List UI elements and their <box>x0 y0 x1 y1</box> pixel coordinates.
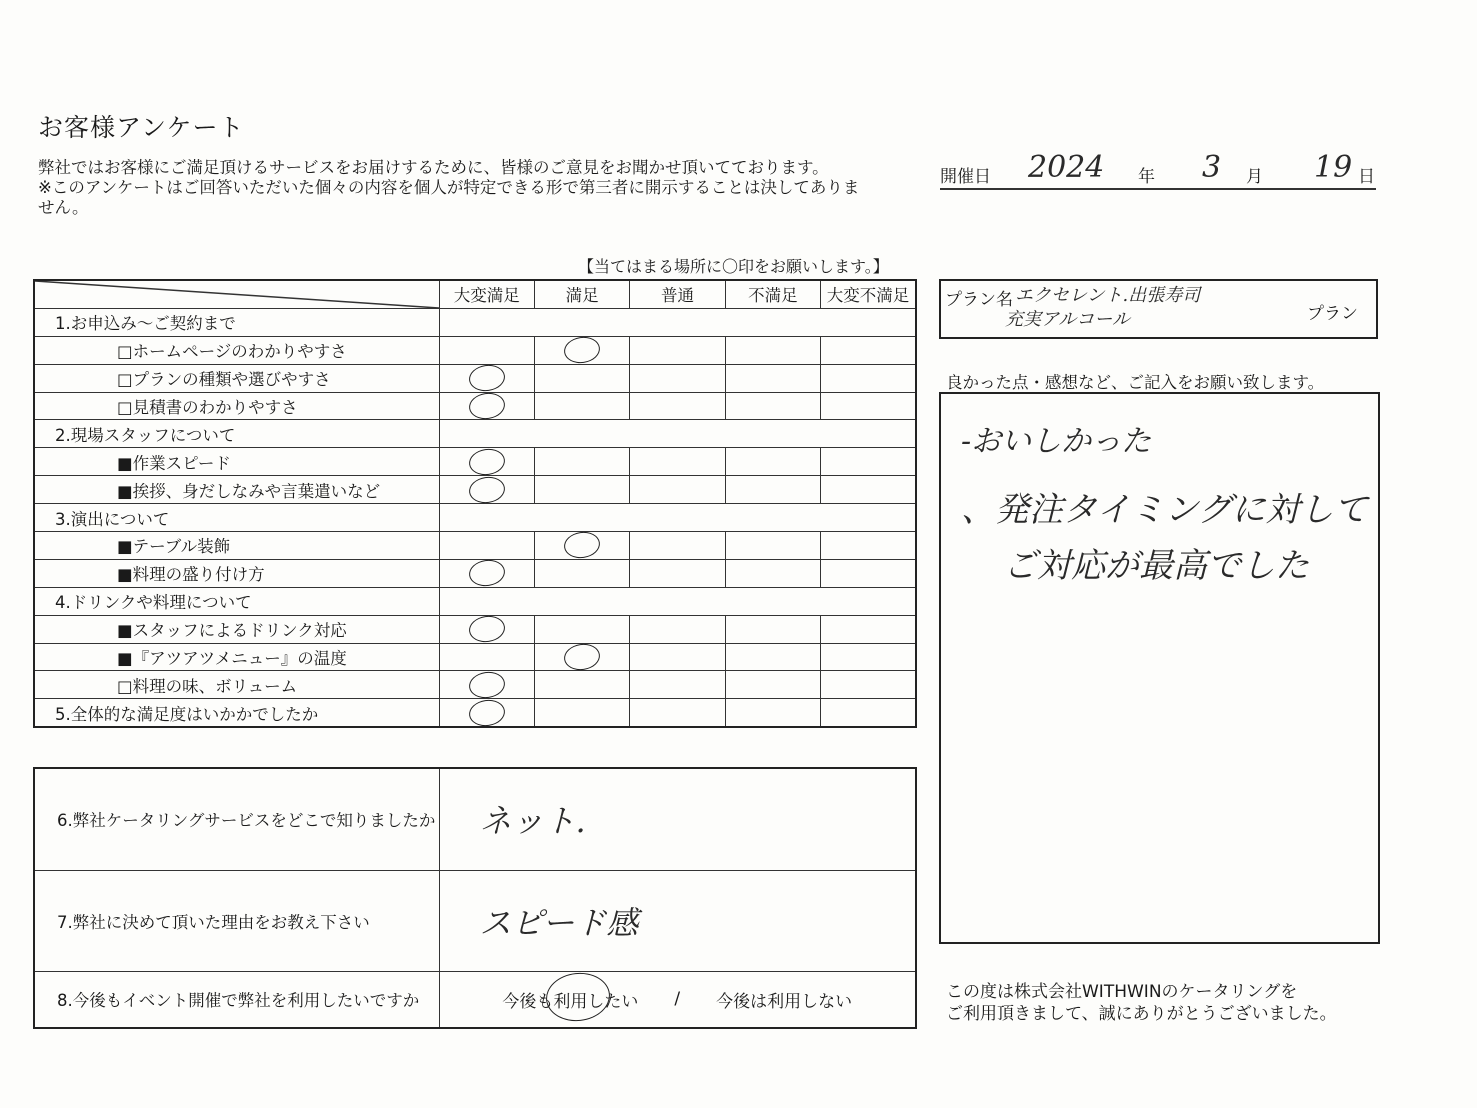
questions-table <box>33 767 917 1029</box>
rating-cell[interactable] <box>439 532 534 560</box>
rating-cell[interactable] <box>725 448 820 476</box>
rating-cell[interactable] <box>534 699 629 727</box>
rating-cell[interactable] <box>821 671 916 699</box>
rating-cell[interactable] <box>725 615 820 643</box>
rating-row <box>34 532 916 560</box>
rating-label: ■挨拶、身だしなみや言葉遣いなど <box>34 476 439 504</box>
rating-cell[interactable] <box>821 699 916 727</box>
intro-text <box>38 158 908 218</box>
rating-cell[interactable] <box>439 671 534 699</box>
date-year-value: 2024 <box>1028 150 1105 185</box>
rating-cell[interactable] <box>630 364 725 392</box>
circle-mark-icon <box>467 670 506 701</box>
thanks-line: ご利用頂きまして、誠にありがとうございました。 <box>946 1004 1337 1024</box>
rating-row <box>34 615 916 643</box>
rating-label: ■作業スピード <box>34 448 439 476</box>
date-month-value: 3 <box>1202 150 1222 185</box>
rating-cell[interactable] <box>821 476 916 504</box>
rating-cell[interactable] <box>630 476 725 504</box>
rating-row <box>34 699 916 727</box>
rating-cell[interactable] <box>725 532 820 560</box>
rating-label: □プランの種類や選びやすさ <box>34 364 439 392</box>
rating-cell[interactable] <box>439 643 534 671</box>
rating-cell[interactable] <box>534 392 629 420</box>
rating-cell[interactable] <box>821 392 916 420</box>
option-separator: / <box>674 989 681 1010</box>
rating-label: ■テーブル装飾 <box>34 532 439 560</box>
circle-mark-icon <box>467 474 506 505</box>
question-answer: ネット. <box>439 768 916 870</box>
rating-label: ■スタッフによるドリンク対応 <box>34 615 439 643</box>
comment-line: -おいしかった <box>961 424 1152 459</box>
question-row <box>34 971 916 1028</box>
section-label: 1.お申込み～ご契約まで <box>34 308 439 336</box>
rating-row <box>34 448 916 476</box>
column-header: 大変不満足 <box>821 280 916 308</box>
rating-cell[interactable] <box>439 448 534 476</box>
section-spacer <box>439 420 916 448</box>
ratings-body <box>34 308 916 727</box>
rating-cell[interactable] <box>725 476 820 504</box>
rating-row <box>34 392 916 420</box>
rating-cell[interactable] <box>534 448 629 476</box>
option-use-again[interactable]: 今後も利用したい <box>502 987 638 1012</box>
question-label: 8.今後もイベント開催で弊社を利用したいですか <box>34 971 439 1028</box>
rating-cell[interactable] <box>725 392 820 420</box>
section-label: 3.演出について <box>34 504 439 532</box>
rating-row <box>34 559 916 587</box>
rating-cell[interactable] <box>534 559 629 587</box>
plan-value-line2: 充実アルコール <box>1005 309 1130 330</box>
circle-mark-icon <box>467 697 506 728</box>
circle-mark-icon <box>467 558 506 589</box>
rating-cell[interactable] <box>439 699 534 727</box>
rating-label: □料理の味、ボリューム <box>34 671 439 699</box>
rating-row <box>34 476 916 504</box>
rating-row <box>34 336 916 364</box>
rating-cell[interactable] <box>439 392 534 420</box>
thanks-line: この度は株式会社WITHWINのケータリングを <box>946 982 1298 1002</box>
rating-cell[interactable] <box>821 336 916 364</box>
date-day-unit: 日 <box>1358 167 1375 187</box>
rating-label: □ホームページのわかりやすさ <box>34 336 439 364</box>
rating-cell[interactable] <box>630 559 725 587</box>
ratings-instruction: 【当てはまる場所に〇印をお願いします。】 <box>578 257 889 276</box>
circle-mark-icon <box>467 446 506 477</box>
column-header: 大変満足 <box>439 280 534 308</box>
section-row <box>34 504 916 532</box>
thanks-message <box>946 981 1337 1025</box>
plan-suffix: プラン <box>1307 304 1358 324</box>
question-label: 6.弊社ケータリングサービスをどこで知りましたか <box>34 768 439 870</box>
rating-label: 5.全体的な満足度はいかかでしたか <box>34 699 439 727</box>
column-header: 不満足 <box>725 280 820 308</box>
section-spacer <box>439 308 916 336</box>
question-row <box>34 768 916 870</box>
circle-mark-icon <box>467 363 506 394</box>
section-row <box>34 420 916 448</box>
intro-line: せん。 <box>38 198 89 217</box>
rating-row <box>34 643 916 671</box>
rating-cell[interactable] <box>725 336 820 364</box>
plan-name-box <box>939 279 1378 339</box>
intro-line: ※このアンケートはご回答いただいた個々の内容を個人が特定できる形で第三者に開示することは決してありま <box>38 178 860 197</box>
date-day-value: 19 <box>1314 150 1353 185</box>
rating-cell[interactable] <box>821 532 916 560</box>
question-options <box>439 971 916 1028</box>
rating-label: ■『アツアツメニュー』の温度 <box>34 643 439 671</box>
rating-cell[interactable] <box>439 336 534 364</box>
section-label: 2.現場スタッフについて <box>34 420 439 448</box>
rating-cell[interactable] <box>821 364 916 392</box>
rating-cell[interactable] <box>534 671 629 699</box>
rating-cell[interactable] <box>725 559 820 587</box>
rating-cell[interactable] <box>534 336 629 364</box>
column-header: 普通 <box>630 280 725 308</box>
comment-line: ご対応が最高でした <box>1003 546 1309 586</box>
date-label: 開催日 <box>940 167 991 187</box>
survey-title: お客様アンケート <box>38 113 245 142</box>
comment-box[interactable] <box>939 392 1380 944</box>
rating-cell[interactable] <box>725 643 820 671</box>
rating-label: ■料理の盛り付け方 <box>34 559 439 587</box>
rating-cell[interactable] <box>630 448 725 476</box>
rating-cell[interactable] <box>630 671 725 699</box>
date-month-unit: 月 <box>1246 167 1263 187</box>
rating-cell[interactable] <box>534 476 629 504</box>
ratings-header-row <box>34 280 916 308</box>
circle-mark-icon <box>562 642 601 673</box>
rating-cell[interactable] <box>725 699 820 727</box>
date-year-unit: 年 <box>1138 167 1155 187</box>
rating-cell[interactable] <box>630 532 725 560</box>
plan-label: プラン名 <box>945 290 1013 310</box>
rating-cell[interactable] <box>821 559 916 587</box>
rating-cell[interactable] <box>534 615 629 643</box>
comment-label: 良かった点・感想など、ご記入をお願い致します。 <box>946 373 1325 392</box>
rating-row <box>34 364 916 392</box>
rating-cell[interactable] <box>821 643 916 671</box>
ratings-table <box>33 279 917 728</box>
rating-cell[interactable] <box>725 364 820 392</box>
rating-cell[interactable] <box>821 448 916 476</box>
question-label: 7.弊社に決めて頂いた理由をお教え下さい <box>34 870 439 971</box>
circle-mark-icon <box>467 614 506 645</box>
rating-cell[interactable] <box>439 615 534 643</box>
rating-cell[interactable] <box>630 392 725 420</box>
rating-cell[interactable] <box>534 532 629 560</box>
section-row <box>34 587 916 615</box>
rating-cell[interactable] <box>630 699 725 727</box>
rating-cell[interactable] <box>439 559 534 587</box>
section-spacer <box>439 587 916 615</box>
intro-line: 弊社ではお客様にご満足頂けるサービスをお届けするために、皆様のご意見をお聞かせ頂いてております。 <box>38 158 829 177</box>
rating-cell[interactable] <box>439 476 534 504</box>
section-label: 4.ドリンクや料理について <box>34 587 439 615</box>
rating-row <box>34 671 916 699</box>
rating-cell[interactable] <box>630 615 725 643</box>
rating-label: □見積書のわかりやすさ <box>34 392 439 420</box>
section-row <box>34 308 916 336</box>
rating-cell[interactable] <box>630 643 725 671</box>
question-row <box>34 870 916 971</box>
circle-mark-icon <box>562 530 601 561</box>
column-header: 満足 <box>534 280 629 308</box>
circle-mark-icon <box>562 335 601 366</box>
rating-cell[interactable] <box>534 364 629 392</box>
question-answer: スピード感 <box>439 870 916 971</box>
rating-cell[interactable] <box>439 364 534 392</box>
header-diagonal-cell <box>34 280 439 308</box>
option-not-use[interactable]: 今後は利用しない <box>716 991 853 1012</box>
plan-value-line1: エクセレント.出張寿司 <box>1015 285 1201 306</box>
rating-cell[interactable] <box>725 671 820 699</box>
comment-line: 、発注タイミングに対して <box>961 490 1368 530</box>
section-spacer <box>439 504 916 532</box>
rating-cell[interactable] <box>630 336 725 364</box>
event-date <box>940 150 1376 190</box>
circle-mark-icon <box>467 391 506 422</box>
rating-cell[interactable] <box>821 615 916 643</box>
rating-cell[interactable] <box>534 643 629 671</box>
